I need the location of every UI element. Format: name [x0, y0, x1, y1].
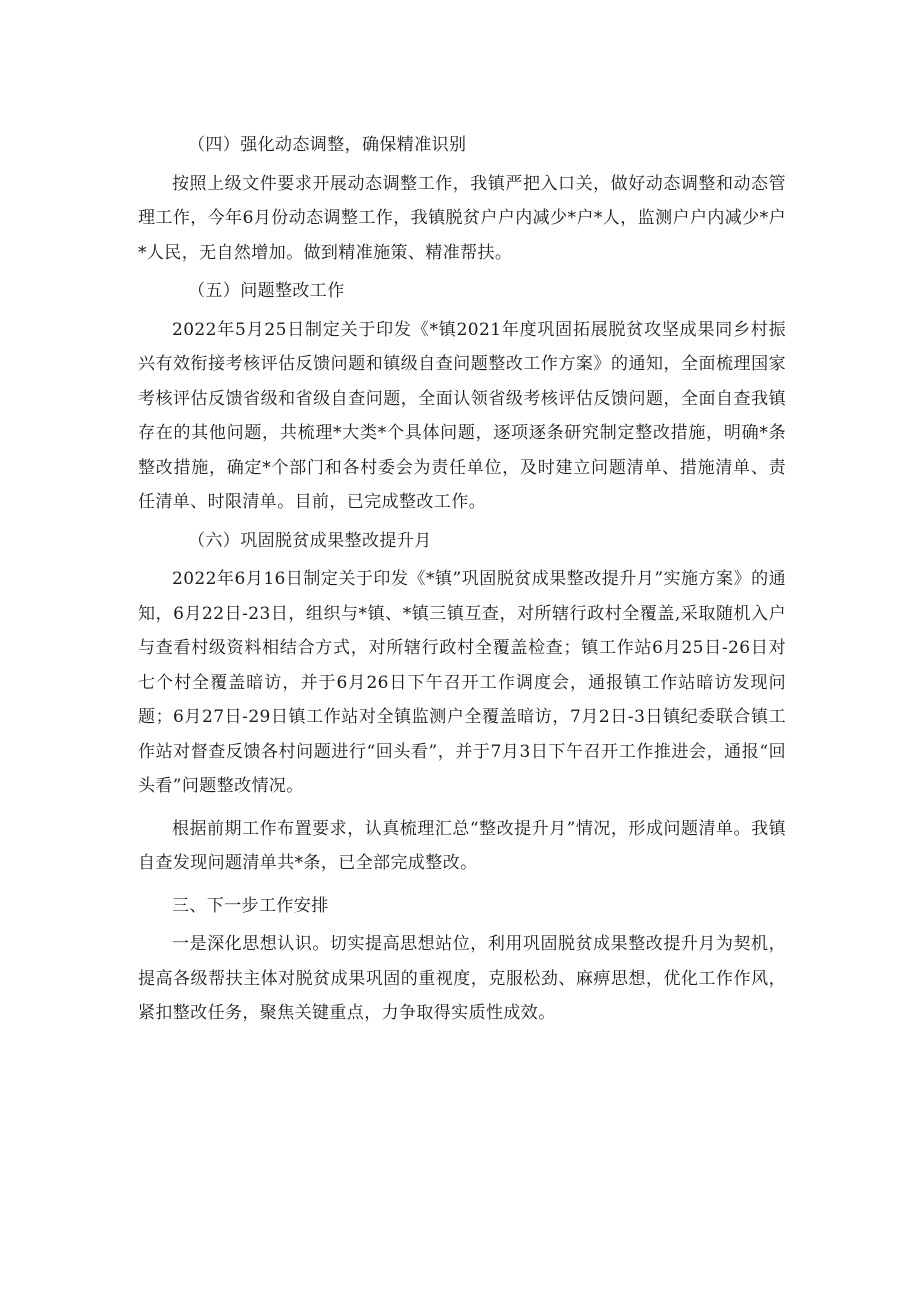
section-heading-next-steps: 三、下一步工作安排 — [172, 895, 329, 916]
section-heading-4: （四）强化动态调整，确保精准识别 — [188, 135, 467, 155]
paragraph-deepen-awareness: 一是深化思想认识。切实提高思想站位，利用巩固脱贫成果整改提升月为契机，提高各级帮扶主体对脱贫成果巩固的重视度，克服松劲、麻痹思想，优化工作作风，紧扣整改任务，聚焦关键重点，力争取得实质性成效。 — [138, 934, 786, 1023]
document-body — [138, 128, 786, 1031]
paragraph-problem-rectification: 2022年5月25日制定关于印发《*镇2021年度巩固拓展脱贫攻坚成果同乡村振兴有效衔接考核评估反馈问题和镇级自查问题整改工作方案》的通知，全面梳理国家考核评估反馈省级和省级自查问题，全面认领省级考核评估反馈问题，全面自查我镇存在的其他问题，共梳理*大类*个具体问题，逐项逐条研究制定整改措施，明确*条整改措施，确定*个部门和各村委会为责任单位，及时建立问题清单、措施清单、责任清单、时限清单。目前，已完成整改工作。 — [138, 319, 786, 512]
paragraph-dynamic-adjustment: 按照上级文件要求开展动态调整工作，我镇严把入口关，做好动态调整和动态管理工作，今年6月份动态调整工作，我镇脱贫户户内减少*户*人，监测户户内减少*户*人民，无自然增加。做到精准施策、精准帮扶。 — [138, 173, 786, 263]
section-heading-5: （五）问题整改工作 — [188, 281, 345, 301]
section-heading-6: （六）巩固脱贫成果整改提升月 — [188, 530, 432, 551]
paragraph-problem-list: 根据前期工作布置要求，认真梳理汇总“整改提升月”情况，形成问题清单。我镇自查发现问题清单共*条，已全部完成整改。 — [138, 818, 786, 873]
paragraph-rectification-month: 2022年6月16日制定关于印发《*镇”巩固脱贫成果整改提升月”实施方案》的通知，6月22日-23日，组织与*镇、*镇三镇互查，对所辖行政村全覆盖,采取随机入户与查看村级资料相结合方式，对所辖行政村全覆盖检查；镇工作站6月25日-26日对七个村全覆盖暗访，并于6月26日下午召开工作调度会，通报镇工作站暗访发现问题；6月27日-29日镇工作站对全镇监测户全覆盖暗访，7月2日-3日镇纪委联合镇工作站对督查反馈各村问题进行“回头看”，并于7月3日下午召开工作推进会，通报“回头看”问题整改情况。 — [138, 569, 786, 796]
